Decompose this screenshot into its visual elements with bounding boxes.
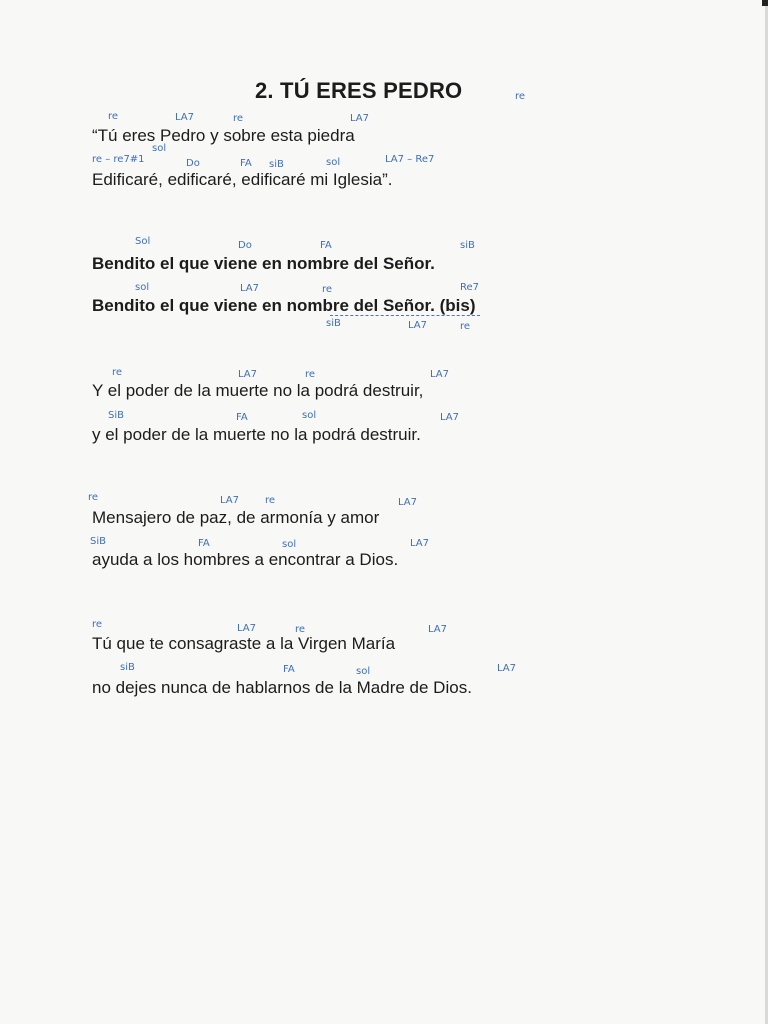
chord-annotation: LA7: [497, 663, 517, 674]
chord-annotation: re: [233, 113, 244, 124]
chord-annotation: LA7: [428, 624, 448, 635]
underline-mark: [330, 315, 480, 316]
song-title: 2. TÚ ERES PEDRO: [255, 78, 463, 103]
chord-annotation: LA7: [237, 623, 257, 634]
scan-corner-mark: [762, 0, 768, 6]
chord-annotation: re: [295, 624, 306, 635]
chord-annotation: sol: [135, 282, 150, 293]
lyric-line: Edificaré, edificaré, edificaré mi Iglesia”.: [92, 170, 393, 189]
chord-annotation: re: [92, 619, 103, 630]
chord-annotation: LA7: [440, 412, 460, 423]
lyric-line: no dejes nunca de hablarnos de la Madre de Dios.: [92, 678, 472, 697]
lyric-line: y el poder de la muerte no la podrá destruir.: [92, 425, 421, 444]
chord-annotation: Do: [238, 240, 252, 251]
chord-annotation: sol: [326, 157, 341, 168]
chord-annotation: FA: [198, 538, 210, 549]
chord-annotation: re: [108, 111, 119, 122]
chord-annotation: re: [112, 367, 123, 378]
chord-annotation: siB: [120, 662, 135, 673]
chord-annotation: LA7: [410, 538, 430, 549]
chord-annotation: siB: [269, 159, 284, 170]
chord-annotation: FA: [320, 240, 332, 251]
chord-annotation: LA7 – Re7: [385, 154, 435, 165]
lyric-line: “Tú eres Pedro y sobre esta piedra: [92, 126, 355, 145]
lyric-line: ayuda a los hombres a encontrar a Dios.: [92, 550, 399, 569]
lyric-line: Y el poder de la muerte no la podrá destruir,: [92, 381, 424, 400]
chord-annotation: SiB: [90, 536, 106, 547]
lyric-line: Bendito el que viene en nombre del Señor.: [92, 254, 435, 273]
chord-annotation: re: [515, 91, 526, 102]
chord-annotation: SiB: [108, 410, 124, 421]
chord-annotation: LA7: [430, 369, 450, 380]
chord-annotation: FA: [240, 158, 252, 169]
chord-annotation: Sol: [135, 236, 151, 247]
chord-annotation: Re7: [460, 282, 480, 293]
chord-annotation: re: [460, 321, 471, 332]
chord-annotation: siB: [460, 240, 475, 251]
chord-annotation: FA: [236, 412, 248, 423]
chord-annotation: LA7: [175, 112, 195, 123]
chord-annotation: LA7: [240, 283, 260, 294]
chord-annotation: Do: [186, 158, 200, 169]
lyric-line: Mensajero de paz, de armonía y amor: [92, 508, 380, 527]
chord-annotation: re – re7#1: [92, 154, 145, 165]
chord-annotation: LA7: [350, 113, 370, 124]
chord-annotation: sol: [152, 143, 167, 154]
chord-annotation: sol: [282, 539, 297, 550]
chord-annotation: LA7: [398, 497, 418, 508]
chord-annotation: LA7: [408, 320, 428, 331]
chord-annotation: siB: [326, 318, 341, 329]
chord-annotation: sol: [356, 666, 371, 677]
chord-annotation: re: [88, 492, 99, 503]
chord-annotation: re: [322, 284, 333, 295]
chord-annotation: LA7: [220, 495, 240, 506]
chord-annotation: sol: [302, 410, 317, 421]
chord-annotation: re: [305, 369, 316, 380]
lyric-line: Bendito el que viene en nombre del Señor. (bis): [92, 296, 476, 315]
chord-annotation: LA7: [238, 369, 258, 380]
chord-annotation: FA: [283, 664, 295, 675]
lyric-line: Tú que te consagraste a la Virgen María: [92, 634, 396, 653]
chord-annotation: re: [265, 495, 276, 506]
